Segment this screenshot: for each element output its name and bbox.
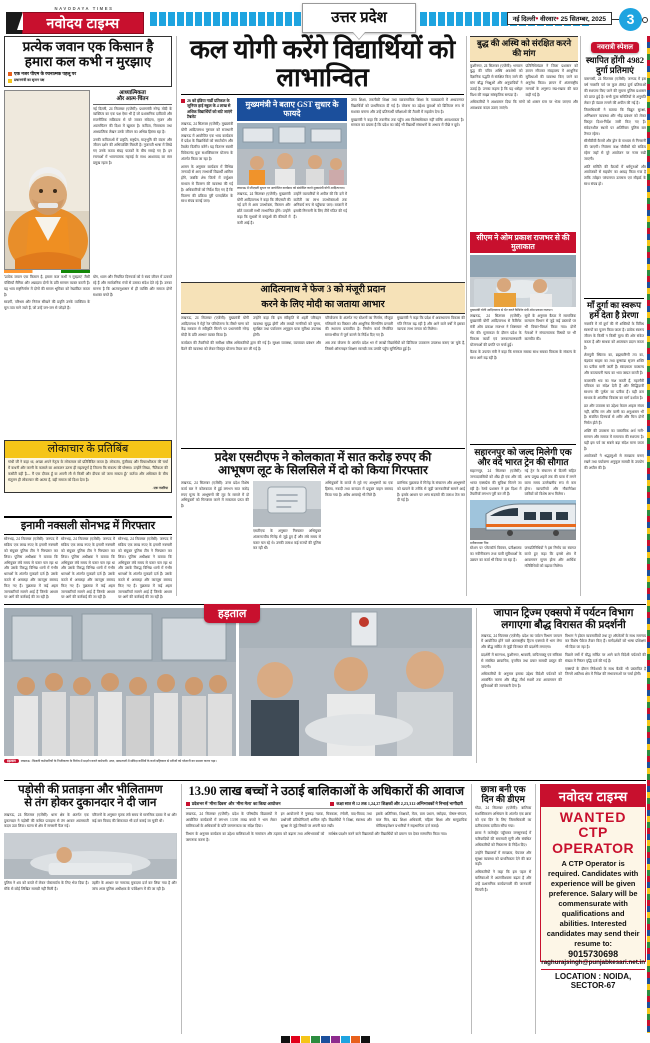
- rajbhar-headline: सीएम ने ओम प्रकाश राजभर से की मुलाकात: [470, 232, 576, 253]
- suicide-photo-illustration: [4, 833, 177, 879]
- durga-body-6: आयोजकों ने श्रद्धालुओं से स्वच्छता बनाए रखने तथा पर्यावरण अनुकूल सामग्री के उपयोग की अपील की है।: [584, 454, 644, 470]
- japan-body-3: अधिकारियों के अनुसार इसका उद्देश्य विदेशी पर्यटकों को आकर्षित करना और बौद्ध तीर्थ स्थलों तक आवागमन की सुविधाओं की जानकारी देना है।: [481, 672, 562, 688]
- dm-body-3: उन्होंने विद्यालयों में स्वच्छता, पेयजल और सुरक्षा व्यवस्था को प्राथमिकता देने की बात कही।: [475, 850, 532, 867]
- left-column: [4, 36, 172, 600]
- dm-headline-line1: छात्रा बनी एक: [480, 784, 526, 794]
- ad-brand-logo: नवोदय टाइम्स: [541, 785, 645, 807]
- reg-swatch-c: [341, 1036, 350, 1043]
- phase3-body-1: लखनऊ, 24 सितम्बर (एजेंसी): मुख्यमंत्री योगी आदित्यनाथ ने मेट्रो रेल परियोजना के तीसरे चरण को केंद्र सरकार से स्वीकृति मिलने पर प्रधानमंत्री नरेन्द्र मोदी के प्रति आभार व्यक्त किया है।: [181, 315, 249, 338]
- rajbhar-photo: [470, 255, 576, 307]
- navratri-headline-line1: स्थापित होंगी 4982: [585, 55, 645, 65]
- square-bullet-icon-red-1: [186, 802, 190, 806]
- main-body-3: उच्च शिक्षा, तकनीकी शिक्षा तथा व्यावसायिक शिक्षा के पाठ्यक्रमों में अध्ययनरत विद्यार्थियों को प्राथमिकता दी गई है। योजना का उद्देश्य युवाओं को डिजिटल रूप से सशक्त बनाना और उन्हें प्रतिस्पर्धी परीक्षाओं की तैयारी में सहयोग देना है।: [351, 98, 464, 114]
- stf-headline-line1: प्रदेश एसटीएफ ने कोलकाता में सात करोड़ रुपए की: [214, 450, 432, 464]
- stf-headline-line2: आभूषण लूट के सिलसिले में दो को किया गिरफ्तार: [218, 463, 428, 478]
- section-tab[interactable]: [302, 3, 416, 33]
- phase3-body-2: उन्होंने कहा कि इस स्वीकृति से शहरी परिवहन व्यवस्था सुदृढ़ होगी और लाखों नागरिकों को सुगम, सुरक्षित तथा पर्यावरण अनुकूल यात्रा सुविधा उपलब्ध होगी।: [253, 315, 321, 338]
- japan-headline-line1: जापान ट्रिज्म एक्सपो में पर्यटन विभाग: [493, 608, 634, 619]
- children-body-3: इसके अतिरिक्त, शिक्षकों, मेंटर, ग्राम प्रधान, रसोइया, पोषण-संगठन, बाल मित्र, खंड शिक्षा अधिकारी, महिला शिक्षा और सामुदायिक मोबिलाइजेशन प्रभारियों ने सहभागिता दर्ज कराई।: [375, 812, 468, 829]
- children-bullet-1-text: प्रदेशभर में 'मीना दिवस' और 'मीना मेला' का किया आयोजन: [191, 801, 281, 806]
- japan-body-4: विभाग ने होटल व्यवसायियों तथा टूर ऑपरेटरों के साथ समन्वय कर विशेष पैकेज तैयार किए हैं। मार्गदर्शकों को भाषा प्रशिक्षण भी दिया जा रहा है।: [565, 633, 646, 650]
- main-body-1: लखनऊ, 24 सितम्बर (एजेंसी): मुख्यमंत्री योगी आदित्यनाथ गुरुवार को राजधानी लखनऊ में आयोजित एक भव्य कार्यक्रम में प्रदेश के विद्यार्थियों को स्मार्टफोन और टैबलेट वितरित करेंगे। यह वितरण स्वामी विवेकानंद युवा सशक्तिकरण योजना के अंतर्गत किया जा रहा है।: [181, 121, 233, 161]
- phase3-headline-line1: आदित्यनाथ ने फेज 3 को मंजूरी प्रदान: [181, 282, 465, 298]
- train-body-2: नई ट्रेन के संचालन से दिल्ली सहित अन्य प्रमुख शहरों तक की यात्रा में लगने वाला समय उल्लेखनीय रूप से कम होगा। व्यापारियों और नौकरीपेशा यात्रियों को विशेष लाभ मिलेगा।: [524, 469, 576, 497]
- train-body-3: स्टेशन पर प्लेटफॉर्म विस्तार, प्रतीक्षालय का नवीनीकरण तथा यात्री सुविधाओं के उन्नयन का कार्य भी किया जा रहा है।: [470, 546, 522, 562]
- left-body-5: सादगी, परिश्रम और निरंतर सीखने की प्रवृत्ति उनके व्यक्तित्व के मूल तत्व माने जाते हैं, जो उन्हें जन-जन से जोड़ते हैं।: [4, 300, 90, 311]
- japan-headline-line2: लगाएगा बौद्ध विरासत की प्रदर्शनी: [501, 619, 626, 631]
- dm-body-1: गोंडा, 24 सितम्बर (एजेंसी): बालिका सशक्तिकरण अभियान के अंतर्गत एक छात्रा को एक दिन के लिए जिलाधिकारी का प्रतीकात्मक दायित्व सौंपा गया।: [475, 806, 532, 828]
- dm-body-4: अधिकारियों ने कहा कि इस पहल से बालिकाओं में आत्मविश्वास बढ़ता है और उन्हें प्रशासनिक कार्यप्रणाली की जानकारी मिलती है।: [475, 870, 532, 892]
- stf-body-2: एसटीएफ के अनुसार गिरफ्तार अभियुक्त अंतरराज्यीय गिरोह से जुड़े हुए हैं और लंबे समय से फरार चल रहे थे। उनकी तलाश कई राज्यों की पुलिस कर रही थी।: [253, 528, 321, 551]
- children-bullet-1: [186, 801, 323, 806]
- reg-swatch-k: [281, 1036, 290, 1043]
- suicide-headline-line1: पड़ोसी की प्रताड़ना और भीलितामण: [18, 784, 163, 796]
- reg-swatch-o: [351, 1036, 360, 1043]
- main-kicker-text: 26 को इंडिया गार्डी प्रतिकल के जूनियर हाई स्कूल के 4 लाख से अधिक विद्यार्थियों को बांटे जाएंगे टैबलेट: [187, 98, 233, 119]
- main-body-5: कार्यक्रम की तैयारियों की समीक्षा वरिष्ठ अधिकारियों द्वारा की गई है। सुरक्षा व्यवस्था, यातायात प्रबंधन और बैठने की व्यवस्था को लेकर विस्तृत योजना तैयार कर ली गई है।: [181, 341, 321, 351]
- ad-email[interactable]: raghurajsingh@punjabkesari.net.in: [541, 959, 645, 967]
- durga-body-2: शैलपुत्री स्थिरता का, ब्रह्मचारिणी तप का, चंद्रघंटा साहस का तथा कूष्मांडा सृजन शक्ति का प्रतीक मानी जाती हैं। स्कंदमाता वात्सल्य और कात्यायनी न्याय का भाव जाग्रत करती हैं।: [584, 353, 644, 375]
- publication-logo-hindi: नवोदय टाइम्स: [22, 12, 144, 34]
- navratri-body-2: जिलाधिकारी ने बताया कि विद्युत सुरक्षा, अग्निशमन व्यवस्था और भीड़ प्रबंधन को लेकर विस्तृत दिशा-निर्देश जारी किए गए हैं। संवेदनशील स्थलों पर अतिरिक्त पुलिस बल तैनात रहेगा।: [584, 108, 646, 136]
- left-kicker: [8, 71, 168, 77]
- pm-photo-illustration: [5, 91, 90, 269]
- naxal-body-a: सोनभद्र, 24 सितम्बर (एजेंसी): जनपद में सक्रिय एक लाख रुपए के इनामी नक्सली को संयुक्त पुलिस टीम ने गिरफ्तार कर लिया। पुलिस अधीक्षक ने बताया कि अभियुक्त लंबे समय से फरार चल रहा था और उसके विरुद्ध विभिन्न थानों में गंभीर धाराओं के अंतर्गत मुकदमे दर्ज हैं। उसके कब्जे से असलहा और कारतूस बरामद किए गए हैं। पूछताछ में कई अहम जानकारियाँ सामने आई हैं जिनके आधार पर आगे की कार्रवाई की जा रही है।: [4, 537, 58, 600]
- children-bullet-2: [330, 801, 467, 806]
- children-body-4: विभाग के अनुसार कार्यक्रम का उद्देश्य बालिकाओं के नामांकन और ठहराव को बढ़ाना तथा अभिभावकों को जागरूक करना है।: [185, 831, 325, 842]
- pm-photo: [4, 90, 90, 270]
- left-kicker2: [8, 78, 168, 83]
- naxal-body-c: सोनभद्र, 24 सितम्बर (एजेंसी): जनपद में सक्रिय एक लाख रुपए के इनामी नक्सली को संयुक्त पुलिस टीम ने गिरफ्तार कर लिया। पुलिस अधीक्षक ने बताया कि अभियुक्त लंबे समय से फरार चल रहा था और उसके विरुद्ध विभिन्न थानों में गंभीर धाराओं के अंतर्गत मुकदमे दर्ज हैं। उसके कब्जे से असलहा और कारतूस बरामद किए गए हैं। पूछताछ में कई अहम जानकारियाँ सामने आई हैं जिनके आधार पर आगे की कार्रवाई की जा रही है।: [118, 537, 172, 600]
- ad-phone[interactable]: 9015730698: [568, 949, 619, 960]
- left-sub2: और आत्म-चिंतन: [116, 96, 149, 103]
- left-kicker2-text: प्रधानमंत्री का सृजन पक्ष: [14, 78, 45, 83]
- main-body-2: शासन के अनुसार कार्यक्रम में विभिन्न जनपदों से आए लाभार्थी विद्यार्थी शामिल होंगे, जबकि शेष जिलों में वर्चुअल माध्यम से वितरण की व्यवस्था की गई है। अधिकारियों को निर्देश दिए गए हैं कि वितरण की प्रक्रिया पूरी पारदर्शिता के साथ संपन्न कराई जाए।: [181, 164, 233, 204]
- lokachar-title: लोकाचार के प्रतिबिंब: [5, 441, 171, 458]
- navratri-badge: नवरात्री स्पेशल: [591, 42, 639, 53]
- left-sub1: आध्यात्मिकता: [119, 90, 146, 97]
- durga-body-4: व्रत और उपवास का उद्देश्य केवल आहार संयम नहीं, बल्कि मन और वाणी का अनुशासन भी है। संयमित दिनचर्या से शरीर और चित्त दोनों निर्मल होते हैं।: [584, 403, 644, 426]
- left-headline-line1: प्रत्येक जवान एक किसान है: [22, 39, 154, 54]
- reg-swatch-r: [291, 1036, 300, 1043]
- japan-body-6: एक्सपो के दौरान निवेशकों के साथ बैठकें भी प्रस्तावित हैं जिनमें आतिथ्य क्षेत्र में निवेश की संभावनाओं पर चर्चा होगी।: [565, 666, 646, 677]
- naxal-headline: इनामी नक्सली सोनभद्र में गिरफ्तार: [4, 516, 172, 535]
- suicide-photo: [4, 833, 177, 879]
- strike-photo-right-illustration: [239, 608, 472, 756]
- main-body-4: मुख्यमंत्री ने कहा कि तकनीक तक पहुँच अब विशेषाधिकार नहीं बल्कि आवश्यकता है। सरकार का प्रयास है कि प्रदेश का कोई भी विद्यार्थी संसाधनों के अभाव में पीछे न छूटे।: [351, 117, 464, 128]
- tricolour-strip: [4, 270, 90, 273]
- navratri-body-4: शांति समिति की बैठकों में धर्मगुरुओं और आयोजकों से सहयोग का आग्रह किया गया है ताकि त्योहार परंपरागत उल्लास एवं सौहार्द के साथ संपन्न हो।: [584, 164, 646, 187]
- gst-photo: [237, 123, 347, 185]
- phase3-headline-line2: करने के लिए मोदी का जताया आभार: [181, 298, 465, 314]
- classified-ad[interactable]: [540, 784, 646, 991]
- strike-photo-left: [4, 608, 236, 756]
- ad-role-label: CTP OPERATOR: [552, 824, 635, 856]
- rajbhar-photo-illustration: [470, 255, 576, 307]
- left-headline-line2: हमारा कल कभी न मुरझाए: [24, 54, 152, 70]
- stf-photo-illustration: [253, 481, 321, 527]
- reg-swatch-b: [321, 1036, 330, 1043]
- phase3-body-3: परियोजना के अंतर्गत नए स्टेशनों का निर्माण, मौजूदा गलियारों का विस्तार और आधुनिक सिग्नलिंग प्रणाली की स्थापना प्रस्तावित है। निर्माण कार्य निर्धारित समय-सीमा में पूर्ण कराने के निर्देश दिए गए हैं।: [325, 315, 393, 338]
- buddha-headline: बुद्ध की अस्थि को संरक्षित करने की मांग: [470, 36, 578, 62]
- strike-caption-row: [4, 758, 472, 763]
- far-right-column: [580, 36, 646, 596]
- page-number-tick: [611, 19, 619, 20]
- suicide-body-3: पुलिस ने शव को कब्जे में लेकर पोस्टमार्टम के लिए भेज दिया है। मौके से कोई लिखित सामग्री नहीं मिली है।: [4, 881, 89, 891]
- right-center-column: [466, 36, 578, 596]
- train-caption: प्रतीकात्मक चित्र: [470, 541, 489, 546]
- gst-headline: मुख्यमंत्री ने बताए GST सुधार के फायदे: [237, 98, 347, 120]
- reg-swatch-g: [311, 1036, 320, 1043]
- train-headline-line2: और वंदे भारत ट्रेन की सौगात: [477, 457, 569, 468]
- train-photo-illustration: [470, 500, 576, 540]
- durga-headline-line2: हमें देता है प्रेरणा: [589, 309, 639, 320]
- main-headline: कल योगी करेंगे विद्यार्थियों को लाभान्वित: [190, 35, 455, 93]
- left-kicker-text: एक नजर पीएम के रचनात्मक पहलू पर: [14, 71, 77, 77]
- edition-dateline: नई दिल्ली• वीरवार• 25 सितम्बर, 2025: [507, 12, 612, 25]
- cmyk-registration-strip: [0, 1036, 650, 1043]
- ad-wanted-label: WANTED: [559, 809, 627, 825]
- ad-location: LOCATION : NOIDA, SECTOR-67: [541, 969, 645, 992]
- stf-body-1: लखनऊ, 24 सितम्बर (एजेंसी): उत्तर प्रदेश विशेष कार्य बल ने कोलकाता में हुई लगभग सात करोड़ रुपए मूल्य के आभूषणों की लूट के मामले में दो अभियुक्तों को गिरफ्तार करने में सफलता प्राप्त की है।: [181, 480, 249, 509]
- children-bullet-2-text: कक्षा सात से 12 तक 1,24,27 शिक्षकों और 2,23,312 अभिभावकों ने निभाई भागीदारी: [336, 801, 463, 806]
- children-body-5: सर्वश्रेष्ठ प्रदर्शन करने वाले विद्यालयों और विद्यार्थियों को प्रमाण पत्र देकर सम्मानित किया गया।: [328, 831, 448, 836]
- durga-headline-line1: माँ दुर्गा का स्वरूप: [587, 300, 641, 310]
- japan-body-5: पिछले वर्षों में बौद्ध सर्किट पर आने वाले विदेशी पर्यटकों की संख्या में निरंतर वृद्धि दर्ज की गई है।: [565, 652, 646, 663]
- japan-body-1: लखनऊ, 24 सितम्बर (एजेंसी): प्रदेश का पर्यटन विभाग जापान में आयोजित होने वाले अंतरराष्ट्रीय ट्रिज्म एक्सपो में भाग लेगा और बौद्ध सर्किट से जुड़ी विरासत की प्रदर्शनी लगाएगा।: [481, 633, 562, 650]
- strike-badge: हड़ताल: [204, 604, 260, 623]
- suicide-body-4: तहरीर के आधार पर नामजद मुकदमा दर्ज कर लिया गया है और जांच अपर पुलिस अधीक्षक के पर्यवेक्षण में की जा रही है।: [91, 881, 177, 891]
- suicide-body-2: परिजनों के अनुसार मृतक लंबे समय से मानसिक दबाव में था और कई बार विवाद की शिकायत भी दर्ज कराई जा चुकी थी।: [91, 812, 177, 823]
- stf-body-3: अभियुक्तों के कब्जे से लूटे गए आभूषणों का एक हिस्सा, नकदी तथा वारदात में प्रयुक्त वाहन बरामद किया गया है। अवैध असलहे भी मिले हैं।: [325, 480, 393, 497]
- children-headline: 13.90 लाख बच्चों ने उठाई बालिकाओं के अधिकारों की आवाज: [188, 784, 465, 798]
- left-body-2: उनकी कविताओं में प्रकृति, राष्ट्रप्रेम, मातृभूमि की वंदना और जीवन दर्शन की अभिव्यक्ति मिलती है। गुजराती भाषा में लिखे गए उनके काव्य संग्रह पाठकों के बीच सराहे गए हैं। इन रचनाओं में भावनात्मक गहराई के साथ आशावाद का स्वर प्रमुख रहता है।: [93, 137, 172, 165]
- reg-swatch-m: [331, 1036, 340, 1043]
- lokachar-body: गांधी जी ने कहा था, अच्छा अपने नेतृत्व के लोकाचार को प्रतिबिंबित करता है। लोकतंत्र, पूंजीवाद और विचारशीलता की चर्चा में कथनी और करनी के फासले का आकलन उतना ही महत्वपूर्ण है जितना कि संकल्प की घोषणा। उन्होंने लिखा, 'नैतिकता की कसौटी वही है— मैं एक दीपक हूँ या अपनी लौ से किसी और दीपक को जला सकता हूँ।' कर्तव्य और अधिकार के बीच संतुलन ही लोकाचार की आत्मा है, यही समाज को दिशा देता है।: [8, 460, 168, 482]
- suicide-headline-line2: से तंग होकर दुकानदार ने दी जान: [24, 796, 157, 809]
- edition-date: 25 सितम्बर, 2025: [560, 16, 606, 23]
- reg-swatch-y: [301, 1036, 310, 1043]
- naxal-body-b: सोनभद्र, 24 सितम्बर (एजेंसी): जनपद में सक्रिय एक लाख रुपए के इनामी नक्सली को संयुक्त पुलिस टीम ने गिरफ्तार कर लिया। पुलिस अधीक्षक ने बताया कि अभियुक्त लंबे समय से फरार चल रहा था और उसके विरुद्ध विभिन्न थानों में गंभीर धाराओं के अंतर्गत मुकदमे दर्ज हैं। उसके कब्जे से असलहा और कारतूस बरामद किए गए हैं। पूछताछ में कई अहम जानकारियाँ सामने आई हैं जिनके आधार पर आगे की कार्रवाई की जा रही है।: [61, 537, 115, 600]
- dm-headline-line2: दिन की डीएम: [481, 794, 525, 805]
- navratri-body-3: सीसीटीवी कैमरों और ड्रोन के माध्यम से निगरानी की जाएगी। नियंत्रण कक्ष चौबीसों घंटे सक्रिय रहेगा जहाँ से पूरे आयोजन पर नजर रखी जाएगी।: [584, 139, 646, 161]
- dm-body-2: छात्रा ने कलेक्ट्रेट पहुँचकर जनसुनवाई में फरियादियों की समस्याएँ सुनीं और संबंधित अधिकारियों को निस्तारण के निर्देश दिए।: [475, 831, 532, 848]
- publication-logo[interactable]: [6, 6, 144, 34]
- gst-caption: लखनऊ में जीएसटी सुधार पर आयोजित कार्यक्रम को संबोधित करते मुख्यमंत्री योगी आदित्यनाथ।: [237, 185, 345, 190]
- square-bullet-icon-red-2: [330, 802, 334, 806]
- train-headline-line1: सहारनपुर को जल्द मिलेगी एक: [474, 447, 572, 457]
- left-body-4: योग, ध्यान और नियमित दिनचर्या को वे स्वयं जीवन में उतारते रहे हैं और सार्वजनिक मंचों से उसका संदेश देते रहे हैं। उनका मानना है कि आत्मानुशासन से ही व्यक्ति और समाज दोनों सशक्त बनते हैं।: [93, 275, 172, 297]
- children-body-2: इन आयोजनों में नुक्कड़ नाटक, चित्रकला, रंगोली, वाद-विवाद तथा प्रश्नोत्तरी प्रतियोगिताएँ शामिल रहीं। विद्यार्थियों ने शिक्षा, स्वास्थ्य और सुरक्षा से जुड़े विषयों पर अपनी बात रखी।: [280, 812, 372, 829]
- strike-photo-right: [239, 608, 472, 756]
- left-body-1: नई दिल्ली, 24 सितम्बर (एजेंसी): प्रधानमंत्री नरेन्द्र मोदी के व्यक्तित्व का एक पक्ष ऐसा भी है जो प्रशासनिक दायित्वों और राजनीतिक सक्रियता से परे जाकर संवेदना, सृजन और आत्मचिंतन की दिशा में खुलता है। कविता, चित्रकला तथा आध्यात्मिक लेखन उनके जीवन का अभिन्न हिस्सा रहा है।: [93, 106, 172, 134]
- gst-body-1: लखनऊ, 24 सितम्बर (एजेंसी): मुख्यमंत्री योगी आदित्यनाथ ने कहा कि जीएसटी की नई दरों से आम उपभोक्ता, किसान और छोटे व्यापारी सभी लाभान्वित होंगे। उन्होंने कहा कि सुधारों से वस्तुओं की कीमतों में कमी आई है।: [237, 191, 291, 225]
- strike-caption-tag: हड़ताल: [4, 759, 19, 763]
- buddha-body-2: प्रतिनिधिमंडल ने जिला प्रशासन को ज्ञापन सौंपकर संग्रहालय में आधुनिक सुविधाओं की व्यवस्था किए जाने का अनुरोध किया। ज्ञापन में अंतरराष्ट्रीय मानकों के अनुरूप रख-रखाव की बात कही गई है।: [525, 63, 578, 97]
- train-body-1: सहारनपुर, 24 सितम्बर (एजेंसी): जनपदवासियों को शीघ्र ही एक और वंदे भारत एक्सप्रेस की सुविधा मिलने जा रही है। रेलवे प्रशासन ने इस दिशा में तैयारियाँ लगभग पूरी कर ली हैं।: [470, 469, 522, 497]
- gst-photo-illustration: [237, 123, 347, 185]
- edition-city: नई दिल्ली: [512, 16, 536, 23]
- durga-body-1: नवरात्रि में माँ दुर्गा की नौ शक्तियों के विविध स्वरूपों का पूजन किया जाता है। प्रत्येक स्वरूप जीवन के किसी न किसी मूल्य की ओर संकेत करता है और साधक को आत्मबल प्रदान करता है।: [584, 322, 644, 350]
- stf-body-4: प्रारंभिक पूछताछ में गिरोह के संचालन और आभूषणों को खपाने के तरीके से जुड़ी जानकारियाँ सामने आई हैं। इसके आधार पर अन्य सदस्यों की तलाश तेज कर दी गई है।: [397, 480, 465, 503]
- reg-swatch-k2: [361, 1036, 370, 1043]
- masthead: [0, 0, 650, 36]
- durga-body-5: शक्ति की उपासना का वास्तविक अर्थ नारी-सम्मान और समाज में समानता की स्थापना है। यही इस पर्व का सबसे बड़ा संदेश माना जाता है।: [584, 429, 644, 451]
- publication-logo-english: NAVODAYA TIMES: [54, 6, 114, 11]
- square-bullet-icon: [8, 72, 12, 76]
- section-tab-label: उत्तर प्रदेश: [331, 9, 387, 26]
- strike-caption: लखनऊ : बिजली कर्मचारियों के निजीकरण के विरोध में प्रदर्शन करते कर्मचारी। उधर, अस्पतालों में संविदा कर्मियों के कार्य बहिष्कार से मरीजों को परेशानी का सामना करना पड़ा।: [20, 759, 217, 763]
- rajbhar-body-2: सूत्रों के अनुसार बैठक में सामाजिक कल्याण विभाग से जुड़े कई प्रस्तावों पर भी विचार-विमर्श किया गया। दोनों नेताओं ने संगठनात्मक विषयों पर भी बातचीत की।: [524, 313, 576, 341]
- navratri-body-1: वाराणसी, 24 सितम्बर (एजेंसी): जनपद में इस वर्ष नवरात्रि पर्व पर कुल 4982 दुर्गा प्रतिमाओं की स्थापना किए जाने की सूचना पुलिस प्रशासन को प्राप्त हुई है। सभी पूजा समितियों से अनुमति लेकर ही पंडाल लगाने की अपील की गई है।: [584, 77, 646, 105]
- train-photo: [470, 500, 576, 540]
- suicide-body-1: लखनऊ, 24 सितम्बर (एजेंसी): थाना क्षेत्र के अंतर्गत एक दुकानदार ने पड़ोसी की कथित प्रताड़ना से तंग आकर आत्मघाती कदम उठा लिया। घटना से क्षेत्र में सनसनी फैल गई।: [4, 812, 89, 829]
- japan-body-2: प्रदर्शनी में सारनाथ, कुशीनगर, श्रावस्ती, कपिलवस्तु एवं संकिसा से संबंधित छायाचित्र, वृत्तचित्र तथा प्रचार सामग्री प्रस्तुत की जाएगी।: [481, 652, 562, 669]
- children-body-1: लखनऊ, 24 सितम्बर (एजेंसी): प्रदेश के परिषदीय विद्यालयों में आयोजित कार्यक्रमों में लगभग 13.90 लाख बच्चों ने भाग लेकर बालिकाओं के अधिकारों के प्रति जागरूकता का संदेश दिया।: [185, 812, 277, 829]
- phase3-body-4: मुख्यमंत्री ने कहा कि प्रदेश में अवस्थापना विकास की गति निरंतर बढ़ रही है और आने वाले वर्षों में इसका व्यापक लाभ जनता को मिलेगा।: [397, 315, 465, 332]
- train-body-4: जनप्रतिनिधियों ने इस निर्णय का स्वागत करते हुए कहा कि इससे क्षेत्र में आवागमन सुगम होगा और आर्थिक गतिविधियों को बढ़ावा मिलेगा।: [524, 546, 576, 568]
- page-number-badge: 3: [619, 8, 642, 31]
- rajbhar-body-1: लखनऊ, 24 सितम्बर (एजेंसी): मुख्यमंत्री योगी आदित्यनाथ से कैबिनेट मंत्री ओम प्रकाश राजभर ने शिष्टाचार भेंट की। मुलाकात के दौरान प्रदेश के विकास कार्यों एवं जनकल्याणकारी योजनाओं की प्रगति पर चर्चा हुई।: [470, 313, 522, 347]
- main-body-6: अब तक योजना के अंतर्गत प्रदेश भर में लाखों विद्यार्थियों को डिजिटल उपकरण उपलब्ध कराए जा चुके हैं, जिससे ऑनलाइन शिक्षण सामग्री तक उनकी पहुँच सुनिश्चित हुई है।: [325, 341, 465, 351]
- navratri-headline-line2: दुर्गा प्रतिमाएं: [596, 64, 634, 75]
- left-body-3: 'प्रत्येक जवान एक किसान है, हमारा कल कभी न मुरझाए' जैसी पंक्तियाँ सैनिक और अन्नदाता दोनों के प्रति सम्मान व्यक्त करती हैं। यह भाव राष्ट्रनिर्माण में दोनों की समान भूमिका को रेखांकित करता है।: [4, 275, 90, 297]
- center-column: [176, 36, 464, 596]
- rajbhar-body-3: बैठक के उपरांत मंत्री ने कहा कि सरकार सबका साथ सबका विकास के संकल्प के साथ आगे बढ़ रही है।: [470, 350, 576, 361]
- main-kicker-bullet: [181, 98, 233, 119]
- stf-photo: [253, 481, 321, 527]
- buddha-body-3: अधिकारियों ने आश्वासन दिया कि मांगों को शासन स्तर पर भेजा जाएगा और आवश्यक कदम उठाए जाएंगे।: [470, 100, 578, 111]
- buddha-body-1: कुशीनगर, 24 सितम्बर (एजेंसी): भगवान बुद्ध की पवित्र अस्थि अवशेषों को वैज्ञानिक पद्धति से संरक्षित किए जाने की मांग बौद्ध भिक्षुओं और अनुयायियों ने उठाई है। उनका कहना है कि यह धरोहर विश्व की साझा सांस्कृतिक सम्पदा है।: [470, 63, 523, 97]
- rajbhar-caption: मुख्यमंत्री योगी आदित्यनाथ से भेंट करते कैबिनेट मंत्री ओम प्रकाश राजभर।: [470, 308, 553, 313]
- durga-body-3: कालरात्रि भय का नाश करती हैं, महागौरी पवित्रता का संदेश देती हैं और सिद्धिदात्री साधना की पूर्णता का प्रतीक हैं। यही क्रम साधक के आंतरिक विकास का मार्ग दर्शाता है।: [584, 378, 644, 400]
- square-bullet-icon-red: [181, 99, 185, 103]
- lokachar-byline: -एक नजरिया: [152, 486, 168, 491]
- strike-photo-left-illustration: [4, 608, 236, 756]
- square-bullet-icon-2: [8, 79, 12, 83]
- edition-day: वीरवार: [540, 16, 556, 23]
- masthead-end-dot: [642, 17, 648, 23]
- page-body: [4, 36, 646, 1036]
- gst-body-2: उन्होंने व्यापारियों से अपील की कि दरों में कटौती का लाभ उपभोक्ताओं तक अनिवार्य रूप से पहुँचाया जाए। बाजारों में इसकी निगरानी के लिए टीमें गठित की गई हैं।: [293, 191, 347, 219]
- logo-flag-mark: [6, 12, 22, 34]
- ad-body-text: A CTP Operator is required. Candidates with experience will be given preference. Salary will be commensurate with qualifications and abilities. Interested candidates may send their resume to:: [546, 859, 640, 949]
